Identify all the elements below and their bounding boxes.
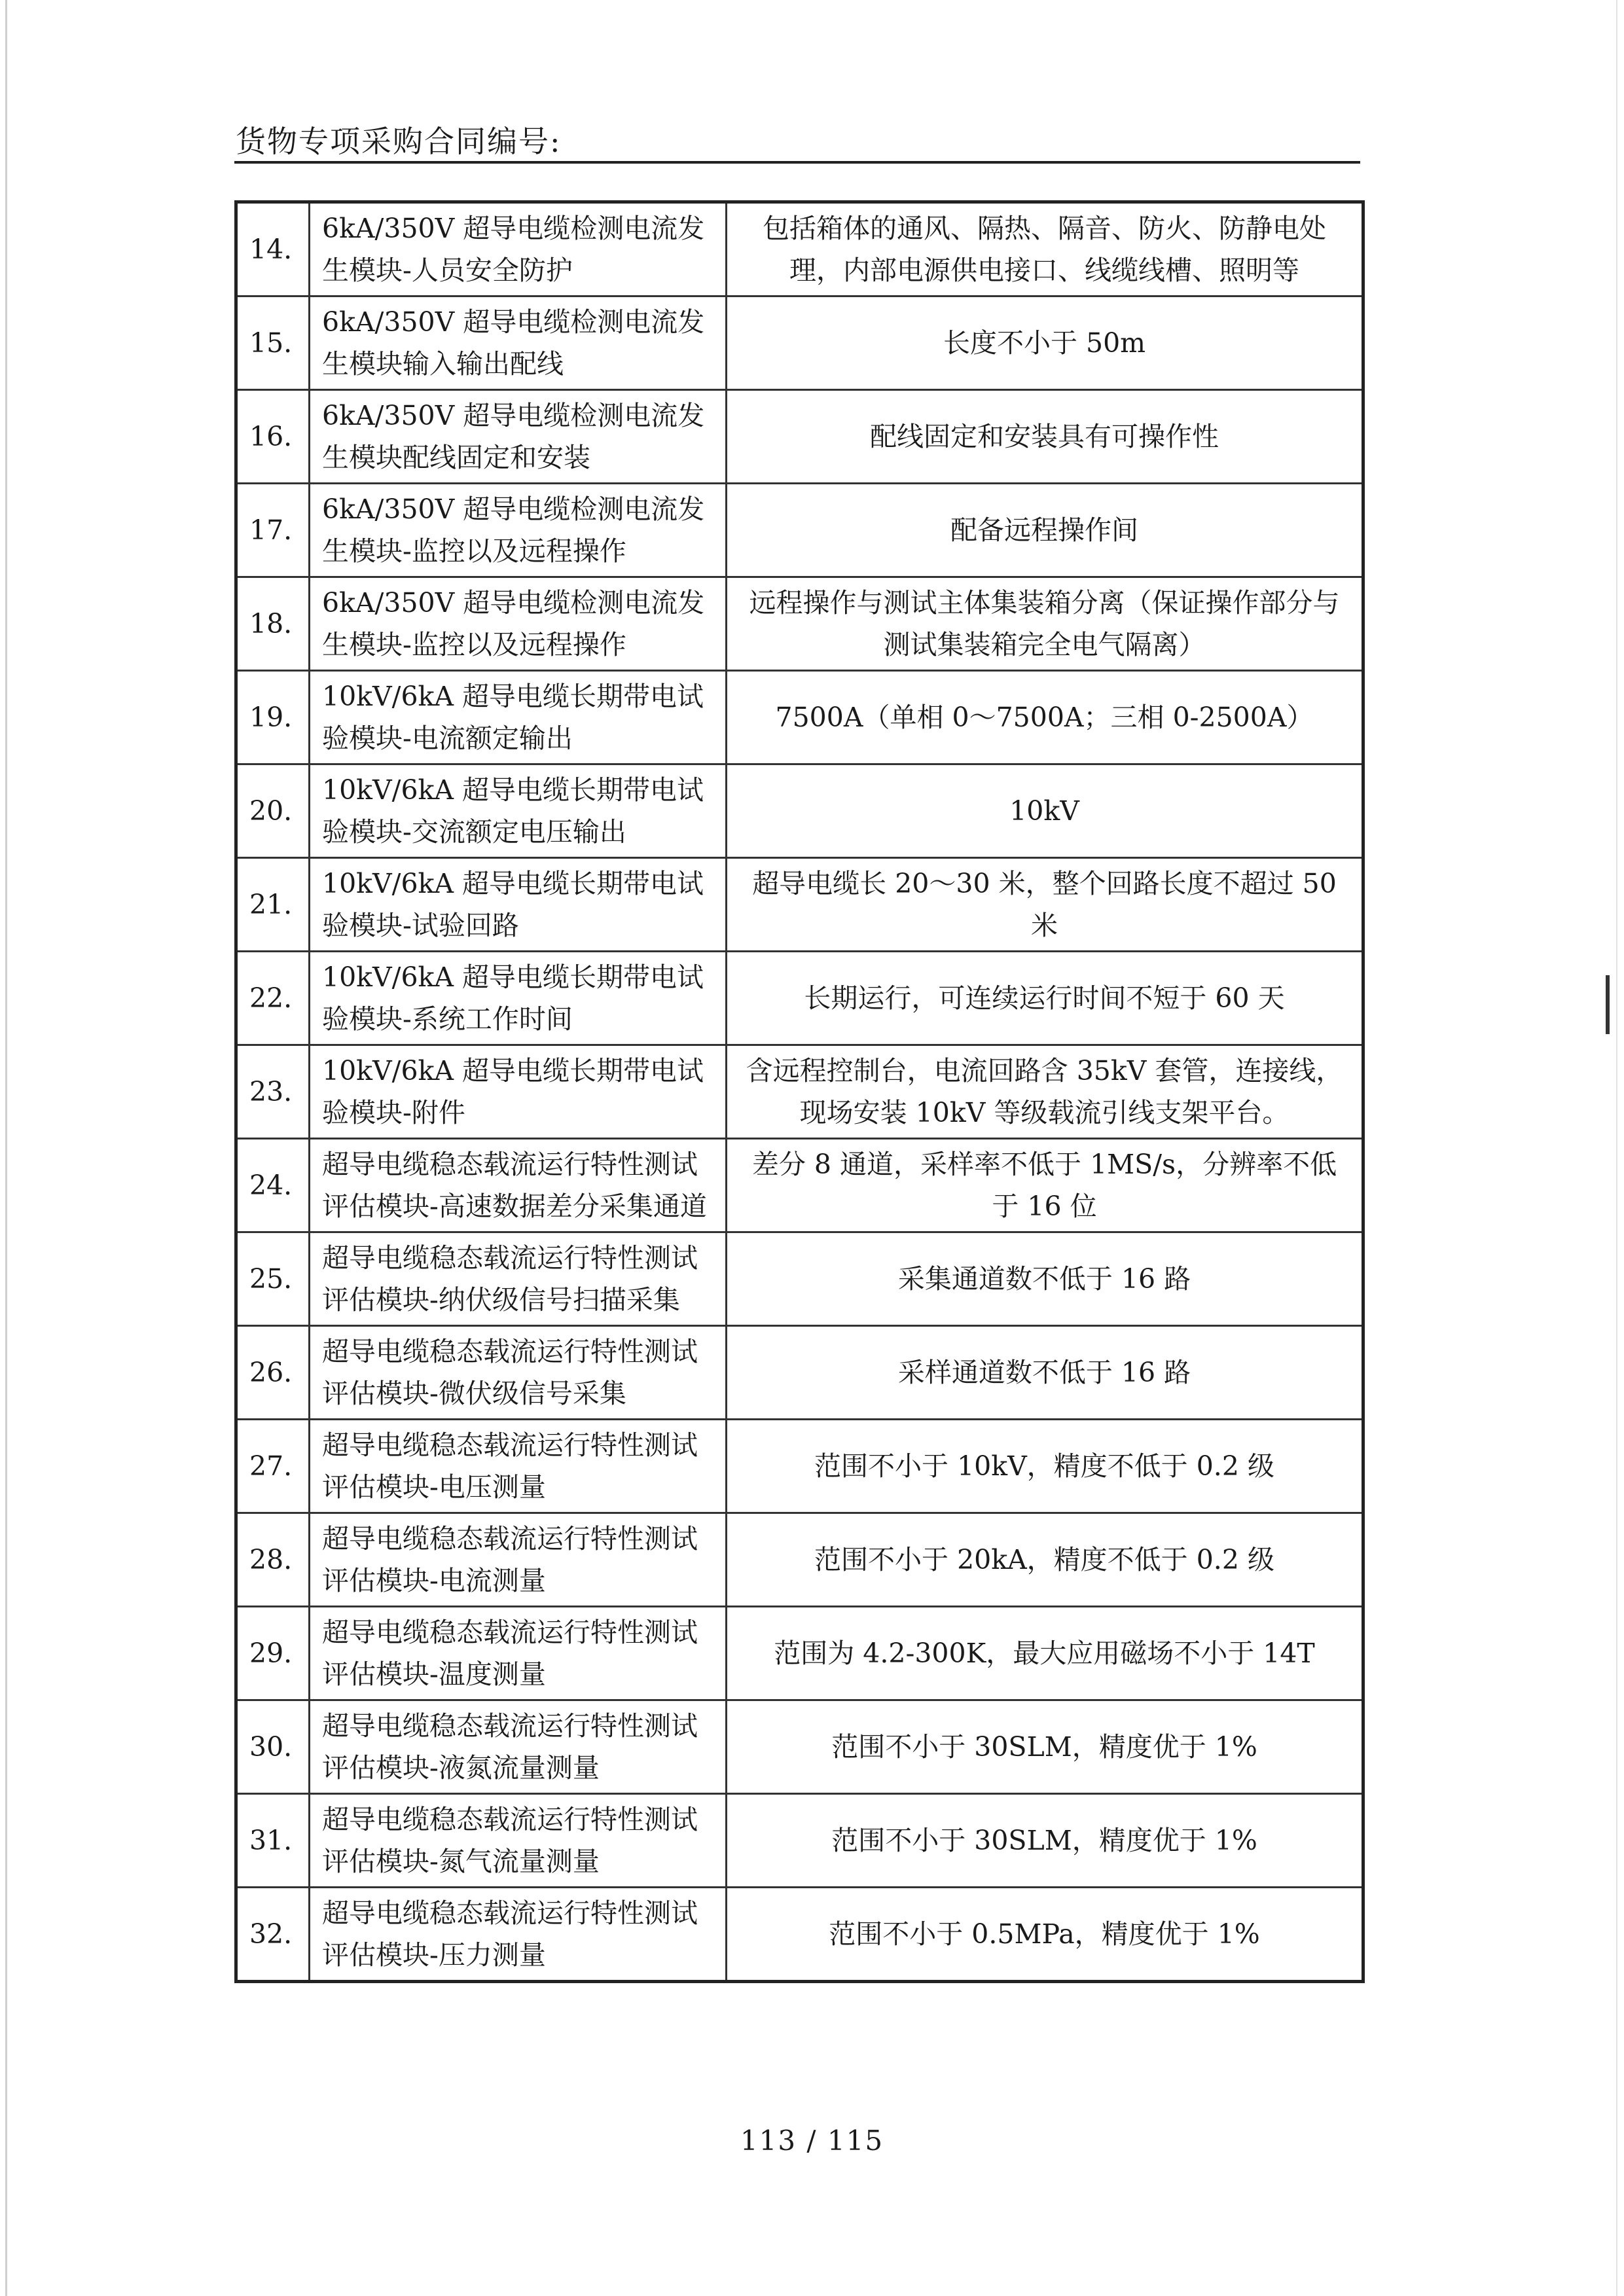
item-name: 超导电缆稳态载流运行特性测试评估模块-温度测量 <box>310 1607 727 1700</box>
requirement-text: 配备远程操作间 <box>727 484 1363 577</box>
item-name: 10kV/6kA 超导电缆长期带电试验模块-电流额定输出 <box>310 671 727 764</box>
contract-number-header: 货物专项采购合同编号: <box>236 124 562 159</box>
requirement-text: 采样通道数不低于 16 路 <box>727 1326 1363 1420</box>
spec-table <box>234 200 1365 1983</box>
item-name: 6kA/350V 超导电缆检测电流发生模块输入输出配线 <box>310 296 727 390</box>
row-number: 21. <box>236 858 310 952</box>
row-number: 29. <box>236 1607 310 1700</box>
item-name: 10kV/6kA 超导电缆长期带电试验模块-系统工作时间 <box>310 952 727 1045</box>
table-row <box>236 1607 1363 1700</box>
table-row <box>236 1700 1363 1794</box>
requirement-text: 长度不小于 50m <box>727 296 1363 390</box>
table-row <box>236 1045 1363 1139</box>
table-row <box>236 202 1363 296</box>
requirement-text: 采集通道数不低于 16 路 <box>727 1232 1363 1326</box>
row-number: 17. <box>236 484 310 577</box>
item-name: 超导电缆稳态载流运行特性测试评估模块-液氮流量测量 <box>310 1700 727 1794</box>
table-row <box>236 858 1363 952</box>
table-row <box>236 764 1363 858</box>
requirement-text: 含远程控制台，电流回路含 35kV 套管，连接线，现场安装 10kV 等级载流引线支架平台。 <box>727 1045 1363 1139</box>
item-name: 6kA/350V 超导电缆检测电流发生模块-人员安全防护 <box>310 202 727 296</box>
item-name: 6kA/350V 超导电缆检测电流发生模块-监控以及远程操作 <box>310 577 727 671</box>
requirement-text: 配线固定和安装具有可操作性 <box>727 390 1363 484</box>
row-number: 20. <box>236 764 310 858</box>
row-number: 14. <box>236 202 310 296</box>
row-number: 24. <box>236 1139 310 1232</box>
table-row <box>236 390 1363 484</box>
table-row <box>236 1513 1363 1607</box>
item-name: 超导电缆稳态载流运行特性测试评估模块-纳伏级信号扫描采集 <box>310 1232 727 1326</box>
page-number: 113 / 115 <box>740 2125 884 2157</box>
row-number: 28. <box>236 1513 310 1607</box>
row-number: 15. <box>236 296 310 390</box>
item-name: 超导电缆稳态载流运行特性测试评估模块-电流测量 <box>310 1513 727 1607</box>
requirement-text: 10kV <box>727 764 1363 858</box>
requirement-text: 范围不小于 20kA，精度不低于 0.2 级 <box>727 1513 1363 1607</box>
item-name: 10kV/6kA 超导电缆长期带电试验模块-附件 <box>310 1045 727 1139</box>
table-row <box>236 484 1363 577</box>
row-number: 16. <box>236 390 310 484</box>
row-number: 30. <box>236 1700 310 1794</box>
item-name: 10kV/6kA 超导电缆长期带电试验模块-交流额定电压输出 <box>310 764 727 858</box>
row-number: 18. <box>236 577 310 671</box>
requirement-text: 差分 8 通道，采样率不低于 1MS/s，分辨率不低于 16 位 <box>727 1139 1363 1232</box>
item-name: 超导电缆稳态载流运行特性测试评估模块-压力测量 <box>310 1888 727 1982</box>
table-row <box>236 1888 1363 1982</box>
requirement-text: 范围不小于 30SLM，精度优于 1% <box>727 1794 1363 1888</box>
requirement-text: 范围不小于 30SLM，精度优于 1% <box>727 1700 1363 1794</box>
item-name: 10kV/6kA 超导电缆长期带电试验模块-试验回路 <box>310 858 727 952</box>
table-row <box>236 952 1363 1045</box>
table-row <box>236 1794 1363 1888</box>
row-number: 31. <box>236 1794 310 1888</box>
table-row <box>236 1139 1363 1232</box>
row-number: 26. <box>236 1326 310 1420</box>
row-number: 32. <box>236 1888 310 1982</box>
item-name: 超导电缆稳态载流运行特性测试评估模块-微伏级信号采集 <box>310 1326 727 1420</box>
item-name: 超导电缆稳态载流运行特性测试评估模块-氮气流量测量 <box>310 1794 727 1888</box>
table-row <box>236 296 1363 390</box>
requirement-text: 远程操作与测试主体集装箱分离（保证操作部分与测试集装箱完全电气隔离） <box>727 577 1363 671</box>
requirement-text: 范围为 4.2-300K，最大应用磁场不小于 14T <box>727 1607 1363 1700</box>
requirement-text: 长期运行，可连续运行时间不短于 60 天 <box>727 952 1363 1045</box>
scan-edge-left <box>5 0 7 2296</box>
requirement-text: 包括箱体的通风、隔热、隔音、防火、防静电处理，内部电源供电接口、线缆线槽、照明等 <box>727 202 1363 296</box>
requirement-text: 超导电缆长 20～30 米，整个回路长度不超过 50 米 <box>727 858 1363 952</box>
item-name: 6kA/350V 超导电缆检测电流发生模块配线固定和安装 <box>310 390 727 484</box>
row-number: 23. <box>236 1045 310 1139</box>
scan-mark <box>1606 975 1610 1034</box>
row-number: 25. <box>236 1232 310 1326</box>
requirement-text: 7500A（单相 0～7500A；三相 0-2500A） <box>727 671 1363 764</box>
requirement-text: 范围不小于 0.5MPa，精度优于 1% <box>727 1888 1363 1982</box>
row-number: 22. <box>236 952 310 1045</box>
scan-edge-right <box>1616 0 1617 2296</box>
item-name: 超导电缆稳态载流运行特性测试评估模块-高速数据差分采集通道 <box>310 1139 727 1232</box>
table-row <box>236 577 1363 671</box>
header-rule <box>234 161 1360 164</box>
requirement-text: 范围不小于 10kV，精度不低于 0.2 级 <box>727 1420 1363 1513</box>
row-number: 19. <box>236 671 310 764</box>
table-row <box>236 1232 1363 1326</box>
item-name: 超导电缆稳态载流运行特性测试评估模块-电压测量 <box>310 1420 727 1513</box>
table-row <box>236 1420 1363 1513</box>
table-row <box>236 671 1363 764</box>
row-number: 27. <box>236 1420 310 1513</box>
table-row <box>236 1326 1363 1420</box>
item-name: 6kA/350V 超导电缆检测电流发生模块-监控以及远程操作 <box>310 484 727 577</box>
